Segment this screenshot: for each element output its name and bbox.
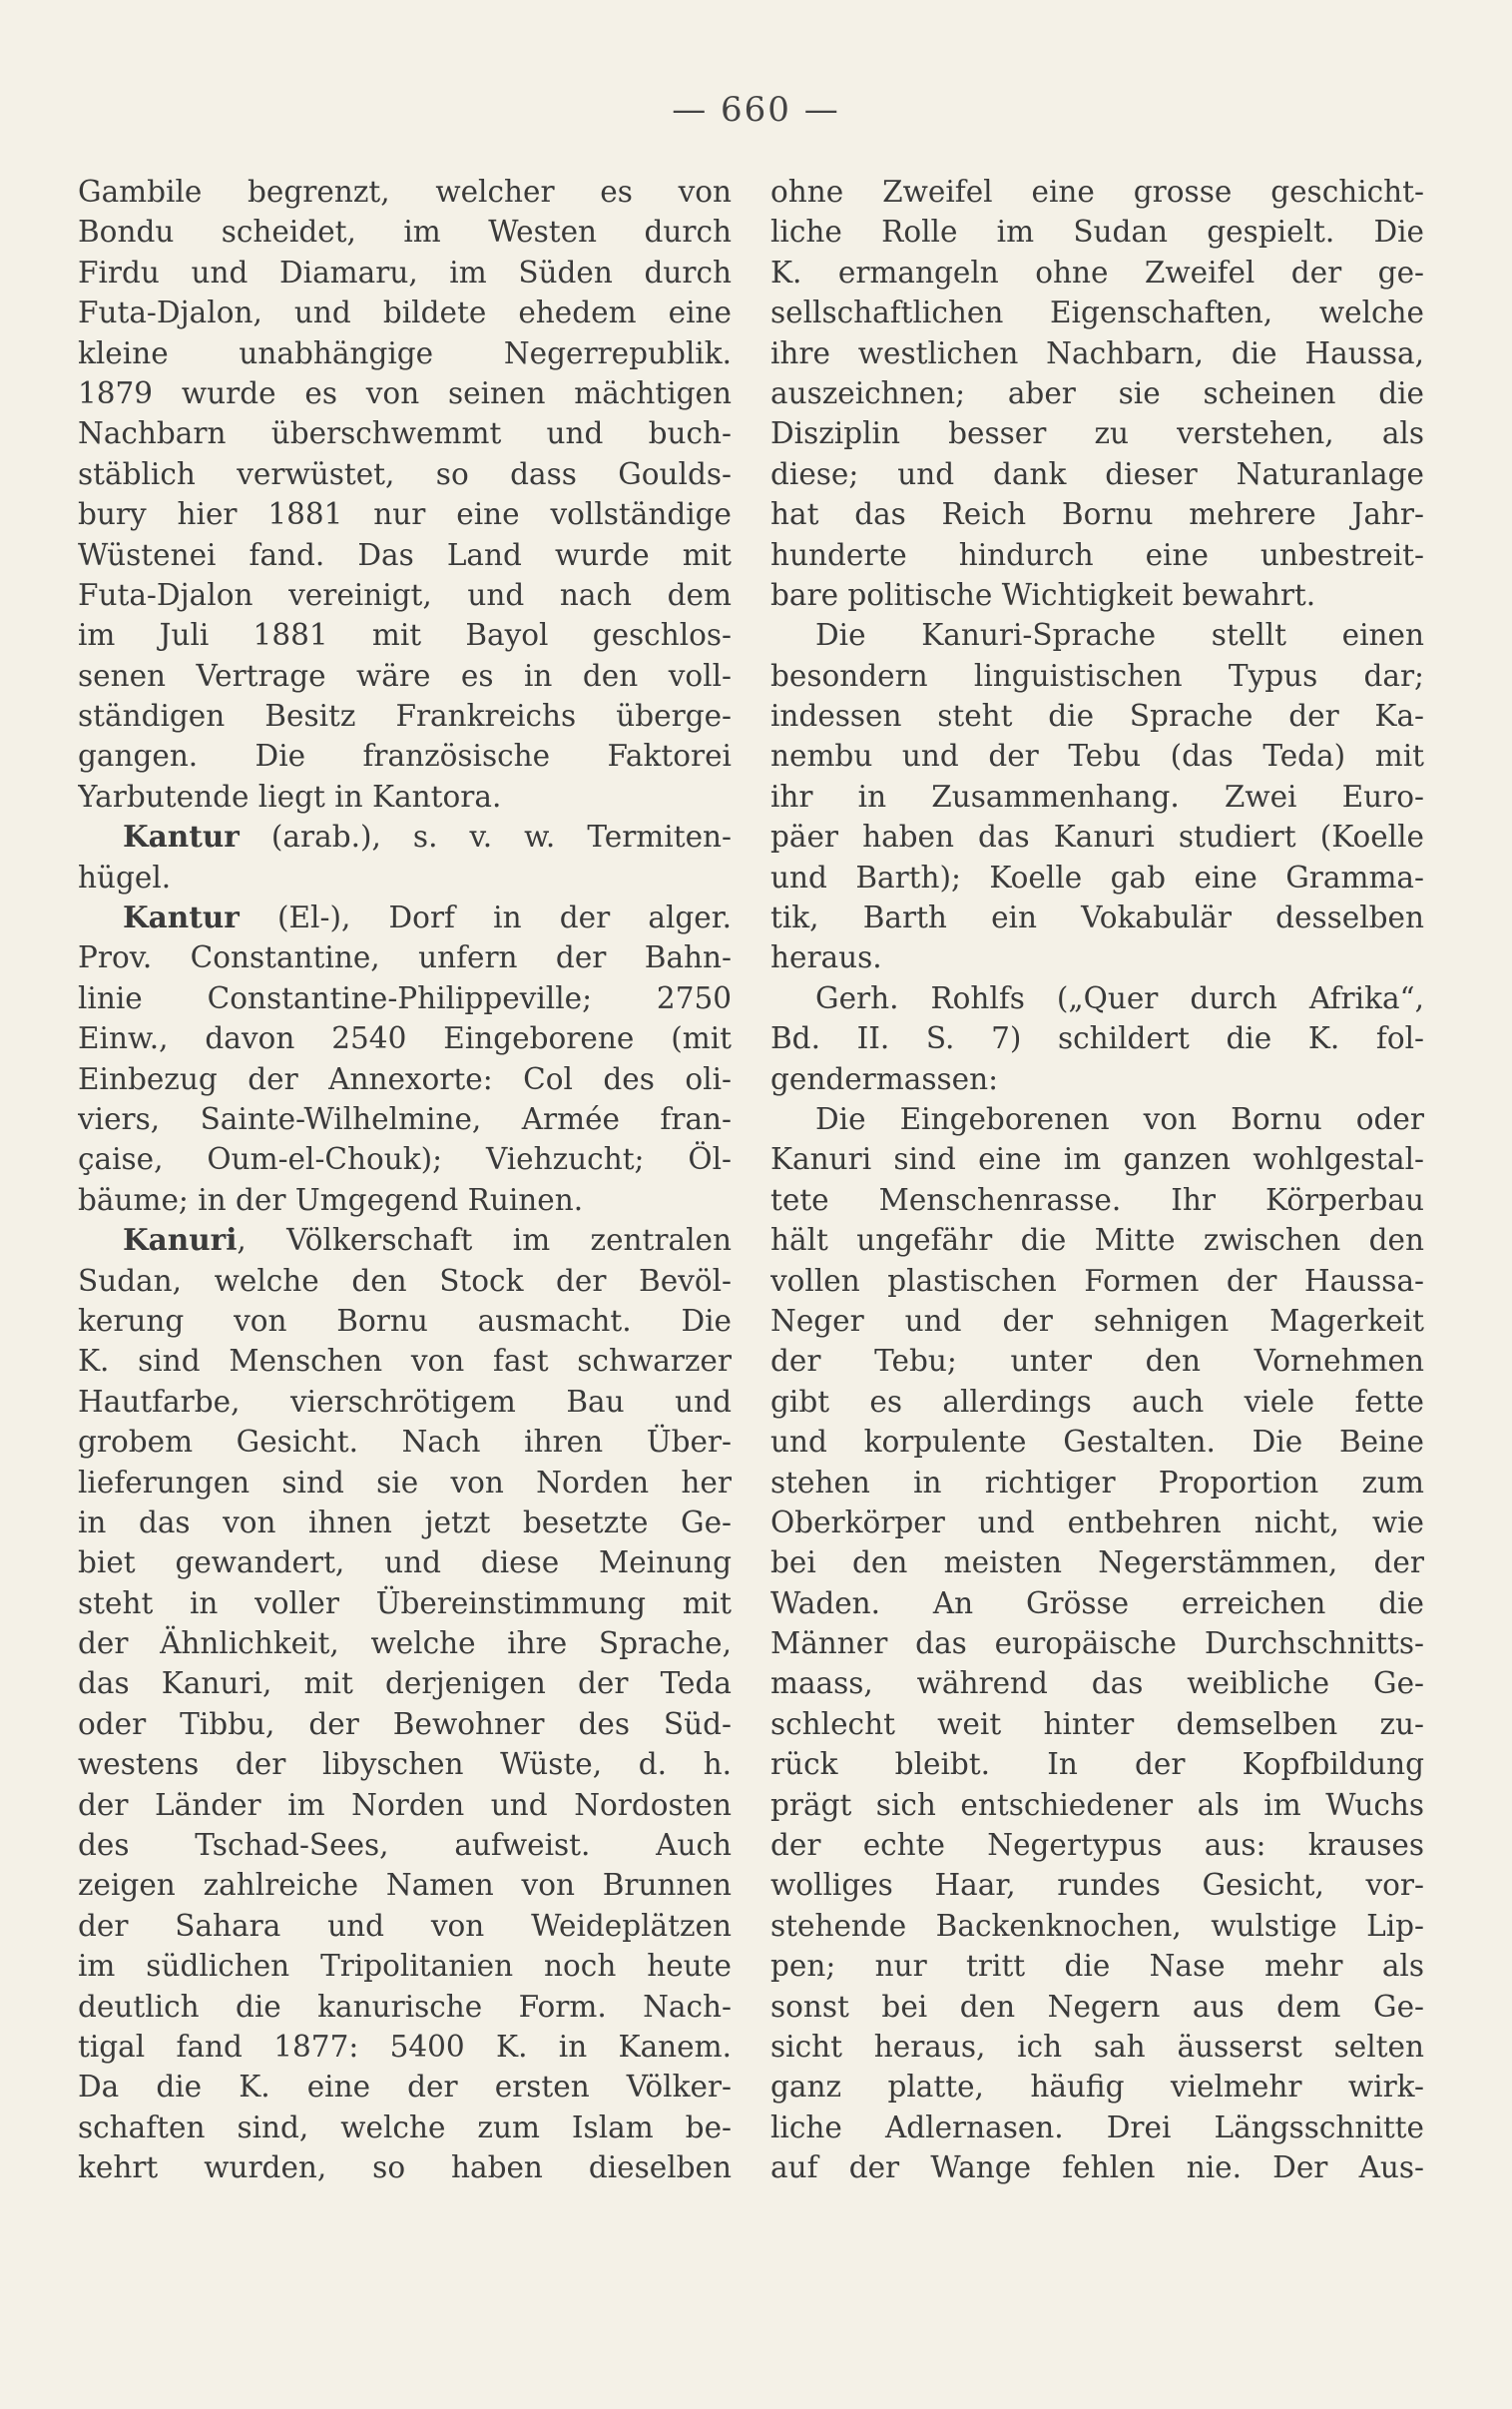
line-text: ganz platte, häufig vielmehr wirk- [770, 2070, 1424, 2105]
page-number: — 660 — [672, 90, 840, 130]
line-text: gibt es allerdings auch viele fette [770, 1384, 1424, 1419]
text-line [770, 858, 1424, 898]
line-text: Sudan, welche den Stock der Bevöl- [78, 1263, 732, 1298]
text-line [78, 898, 732, 937]
text-line [78, 937, 732, 977]
text-line [78, 2108, 732, 2147]
text-line [770, 1946, 1424, 1986]
text-line [78, 1301, 732, 1341]
text-line [770, 1099, 1424, 1139]
line-text: besondern linguistischen Typus dar; [770, 658, 1424, 693]
line-text: Die Kanuri-Sprache stellt einen [815, 618, 1424, 653]
text-line [770, 1825, 1424, 1865]
line-text: K. sind Menschen von fast schwarzer [78, 1344, 732, 1379]
text-line [770, 1139, 1424, 1179]
line-text: Männer das europäische Durchschnitts- [770, 1626, 1424, 1661]
line-text: sonst bei den Negern aus dem Ge- [770, 1989, 1424, 2024]
line-text: pen; nur tritt die Nase mehr als [770, 1949, 1424, 1984]
line-text: (El-), Dorf in der alger. [239, 901, 732, 935]
line-text: heraus. [770, 940, 882, 975]
line-text: kehrt wurden, so haben dieselben [78, 2150, 732, 2185]
line-text: tigal fand 1877: 5400 K. in Kanem. [78, 2029, 732, 2064]
text-line [78, 535, 732, 575]
line-text: Da die K. eine der ersten Völker- [78, 2070, 732, 2105]
line-text: tete Menschenrasse. Ihr Körperbau [770, 1182, 1424, 1217]
line-text: schaften sind, welche zum Islam be- [78, 2109, 732, 2144]
line-text: lieferungen sind sie von Norden her [78, 1465, 732, 1500]
entry-keyword: Kantur [123, 900, 240, 935]
text-line [78, 333, 732, 373]
line-text: Einbezug der Annexorte: Col des oli- [78, 1061, 732, 1096]
text-line [78, 1906, 732, 1946]
text-line [770, 333, 1424, 373]
line-text: Prov. Constantine, unfern der Bahn- [78, 940, 732, 975]
text-line [78, 212, 732, 252]
text-line [78, 817, 732, 857]
left-column [78, 172, 732, 2188]
text-line [78, 1018, 732, 1058]
line-text: zeigen zahlreiche Namen von Brunnen [78, 1868, 732, 1903]
text-line [78, 1825, 732, 1865]
text-line [78, 1139, 732, 1179]
text-line [78, 293, 732, 332]
text-line [78, 1623, 732, 1663]
line-text: gendermassen: [770, 1061, 999, 1096]
text-line [770, 615, 1424, 655]
text-line [770, 253, 1424, 293]
line-text: kleine unabhängige Negerrepublik. [78, 335, 732, 370]
text-line [78, 615, 732, 655]
line-text: Disziplin besser zu verstehen, als [770, 416, 1424, 451]
text-line [770, 535, 1424, 575]
line-text: der echte Negertypus aus: krauses [770, 1828, 1424, 1863]
line-text: Neger und der sehnigen Magerkeit [770, 1303, 1424, 1338]
text-line [770, 212, 1424, 252]
text-line [770, 1987, 1424, 2027]
line-text: das Kanuri, mit derjenigen der Teda [78, 1666, 732, 1701]
text-line [78, 1463, 732, 1503]
text-line [770, 1503, 1424, 1542]
line-text: hat das Reich Bornu mehrere Jahr- [770, 497, 1424, 532]
line-text: in das von ihnen jetzt besetzte Ge- [78, 1505, 732, 1539]
line-text: stehende Backenknochen, wulstige Lip- [770, 1908, 1424, 1943]
text-line [770, 736, 1424, 776]
line-text: K. ermangeln ohne Zweifel der ge- [770, 255, 1424, 290]
text-line [770, 2147, 1424, 2187]
line-text: diese; und dank dieser Naturanlage [770, 456, 1424, 491]
line-text: prägt sich entschiedener als im Wuchs [770, 1787, 1424, 1822]
text-line [770, 1865, 1424, 1905]
line-text: stehen in richtiger Proportion zum [770, 1465, 1424, 1500]
text-line [770, 937, 1424, 977]
text-line [770, 1906, 1424, 1946]
line-text: çaise, Oum-el-Chouk); Viehzucht; Öl- [78, 1142, 732, 1177]
text-line [78, 1744, 732, 1784]
line-text: oder Tibbu, der Bewohner des Süd- [78, 1706, 732, 1741]
line-text: nembu und der Tebu (das Teda) mit [770, 739, 1424, 774]
line-text: Einw., davon 2540 Eingeborene (mit [78, 1021, 732, 1056]
text-line [770, 1744, 1424, 1784]
text-line [770, 172, 1424, 212]
entry-keyword: Kantur [123, 819, 240, 855]
line-text: vollen plastischen Formen der Haussa- [770, 1263, 1424, 1298]
text-line [78, 978, 732, 1018]
line-text: indessen steht die Sprache der Ka- [770, 699, 1424, 734]
line-text: Hautfarbe, vierschrötigem Bau und [78, 1384, 732, 1419]
line-text: hält ungefähr die Mitte zwischen den [770, 1223, 1424, 1258]
line-text: Bd. II. S. 7) schildert die K. fol- [770, 1021, 1424, 1056]
text-line [78, 454, 732, 494]
text-line [78, 1542, 732, 1582]
line-text: Waden. An Grösse erreichen die [770, 1585, 1424, 1620]
text-line [78, 1382, 732, 1422]
text-line [770, 494, 1424, 534]
text-line [770, 1018, 1424, 1058]
text-line [770, 1261, 1424, 1301]
text-line [770, 293, 1424, 332]
line-text: der Sahara und von Weideplätzen [78, 1908, 732, 1943]
text-line [770, 1422, 1424, 1462]
line-text: auszeichnen; aber sie scheinen die [770, 375, 1424, 410]
line-text: und Barth); Koelle gab eine Gramma- [770, 860, 1424, 895]
line-text: Gerh. Rohlfs („Quer durch Afrika“, [815, 980, 1424, 1015]
line-text: der Tebu; unter den Vornehmen [770, 1344, 1424, 1379]
text-line [78, 2027, 732, 2067]
line-text: senen Vertrage wäre es in den voll- [78, 658, 732, 693]
line-text: des Tschad-Sees, aufweist. Auch [78, 1828, 732, 1863]
text-line [770, 1382, 1424, 1422]
line-text: und korpulente Gestalten. Die Beine [770, 1425, 1424, 1460]
line-text: schlecht weit hinter demselben zu- [770, 1706, 1424, 1741]
line-text: ständigen Besitz Frankreichs überge- [78, 699, 732, 734]
line-text: sellschaftlichen Eigenschaften, welche [770, 296, 1424, 330]
line-text: ihre westlichen Nachbarn, die Haussa, [770, 335, 1424, 370]
line-text: stäblich verwüstet, so dass Goulds- [78, 456, 732, 491]
text-line [78, 2067, 732, 2107]
text-line [770, 978, 1424, 1018]
text-line [78, 1663, 732, 1703]
text-line [770, 1463, 1424, 1503]
line-text: Gambile begrenzt, welcher es von [78, 175, 732, 209]
line-text: kerung von Bornu ausmacht. Die [78, 1303, 732, 1338]
text-line [78, 1341, 732, 1381]
text-line [770, 1704, 1424, 1744]
line-text: hügel. [78, 860, 172, 895]
line-text: Nachbarn überschwemmt und buch- [78, 416, 732, 451]
line-text: biet gewandert, und diese Meinung [78, 1545, 732, 1580]
text-line [770, 1542, 1424, 1582]
text-line [78, 1704, 732, 1744]
text-line [770, 1059, 1424, 1099]
text-line [770, 373, 1424, 413]
text-line [770, 1583, 1424, 1623]
text-line [78, 253, 732, 293]
text-line [78, 1785, 732, 1825]
line-text: deutlich die kanurische Form. Nach- [78, 1989, 732, 2024]
line-text: Futa-Djalon, und bildete ehedem eine [78, 296, 732, 330]
line-text: hunderte hindurch eine unbestreit- [770, 537, 1424, 572]
text-line [78, 1987, 732, 2027]
text-line [770, 656, 1424, 696]
text-line [78, 575, 732, 615]
line-text: päer haben das Kanuri studiert (Koelle [770, 820, 1424, 855]
text-line [78, 736, 732, 776]
line-text: Die Eingeborenen von Bornu oder [815, 1101, 1424, 1136]
text-line [78, 1503, 732, 1542]
text-line [770, 1663, 1424, 1703]
text-line [770, 2027, 1424, 2067]
text-line [770, 1220, 1424, 1260]
text-line [78, 1099, 732, 1139]
line-text: rück bleibt. In der Kopfbildung [770, 1747, 1424, 1782]
text-line [78, 1422, 732, 1462]
text-line [770, 898, 1424, 937]
line-text: der Länder im Norden und Nordosten [78, 1787, 732, 1822]
text-line [78, 1865, 732, 1905]
line-text: steht in voller Übereinstimmung mit [78, 1585, 732, 1620]
line-text: bury hier 1881 nur eine vollständige [78, 497, 732, 532]
line-text: Yarbutende liegt in Kantora. [78, 779, 502, 814]
line-text: bäume; in der Umgegend Ruinen. [78, 1182, 584, 1217]
line-text: Firdu und Diamaru, im Süden durch [78, 255, 732, 290]
text-line [770, 1785, 1424, 1825]
line-text: linie Constantine-Philippeville; 2750 [78, 980, 732, 1015]
text-line [78, 1059, 732, 1099]
line-text: bare politische Wichtigkeit bewahrt. [770, 577, 1316, 612]
text-line [770, 817, 1424, 857]
text-line [78, 1180, 732, 1220]
entry-keyword: Kanuri [123, 1222, 238, 1258]
text-line [78, 373, 732, 413]
text-line [78, 172, 732, 212]
line-text: bei den meisten Negerstämmen, der [770, 1545, 1424, 1580]
line-text: Bondu scheidet, im Westen durch [78, 215, 732, 250]
text-line [770, 696, 1424, 736]
line-text: im südlichen Tripolitanien noch heute [78, 1949, 732, 1984]
text-line [78, 858, 732, 898]
text-line [78, 494, 732, 534]
text-line [78, 1261, 732, 1301]
text-line [78, 777, 732, 817]
line-text: ihr in Zusammenhang. Zwei Euro- [770, 779, 1424, 814]
line-text: (arab.), s. v. w. Termiten- [239, 820, 732, 855]
line-text: liche Rolle im Sudan gespielt. Die [770, 215, 1424, 250]
text-line [78, 413, 732, 453]
text-line [770, 777, 1424, 817]
line-text: Oberkörper und entbehren nicht, wie [770, 1505, 1424, 1539]
text-line [78, 696, 732, 736]
line-text: im Juli 1881 mit Bayol geschlos- [78, 618, 732, 653]
text-line [770, 575, 1424, 615]
line-text: gangen. Die französische Faktorei [78, 739, 732, 774]
text-line [770, 2108, 1424, 2147]
line-text: , Völkerschaft im zentralen [237, 1223, 732, 1258]
text-line [78, 2147, 732, 2187]
line-text: Futa-Djalon vereinigt, und nach dem [78, 577, 732, 612]
line-text: Kanuri sind eine im ganzen wohlgestal- [770, 1142, 1424, 1177]
text-line [770, 1623, 1424, 1663]
text-line [78, 656, 732, 696]
text-line [78, 1583, 732, 1623]
text-line [770, 413, 1424, 453]
text-line [770, 454, 1424, 494]
line-text: liche Adlernasen. Drei Längsschnitte [770, 2109, 1424, 2144]
text-line [78, 1220, 732, 1260]
text-line [770, 1341, 1424, 1381]
line-text: grobem Gesicht. Nach ihren Über- [78, 1425, 732, 1460]
text-line [770, 1301, 1424, 1341]
right-column [770, 172, 1424, 2188]
line-text: wolliges Haar, rundes Gesicht, vor- [770, 1868, 1424, 1903]
line-text: Wüstenei fand. Das Land wurde mit [78, 537, 732, 572]
line-text: tik, Barth ein Vokabulär desselben [770, 901, 1424, 935]
text-line [78, 1946, 732, 1986]
line-text: der Ähnlichkeit, welche ihre Sprache, [78, 1626, 732, 1661]
line-text: maass, während das weibliche Ge- [770, 1666, 1424, 1701]
line-text: viers, Sainte-Wilhelmine, Armée fran- [78, 1101, 732, 1136]
text-line [770, 1180, 1424, 1220]
line-text: ohne Zweifel eine grosse geschicht- [770, 175, 1424, 209]
text-line [770, 2067, 1424, 2107]
line-text: auf der Wange fehlen nie. Der Aus- [770, 2150, 1424, 2185]
line-text: westens der libyschen Wüste, d. h. [78, 1747, 732, 1782]
line-text: 1879 wurde es von seinen mächtigen [78, 375, 732, 410]
line-text: sicht heraus, ich sah äusserst selten [770, 2029, 1424, 2064]
